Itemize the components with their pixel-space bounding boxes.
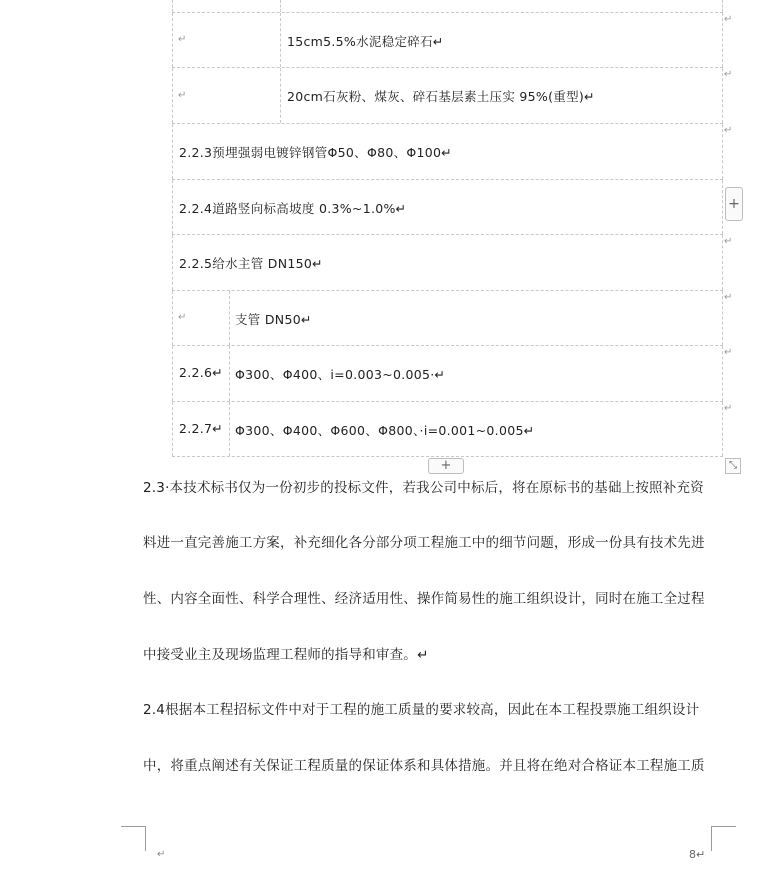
row-end-mark: ↵ xyxy=(724,14,733,25)
table-cell[interactable]: 15cm5.5%水泥稳定碎石↵ xyxy=(287,34,444,49)
table-row[interactable] xyxy=(172,346,723,402)
row-end-mark: ↵ xyxy=(724,125,733,136)
add-row-button[interactable]: + xyxy=(428,458,464,474)
table-row[interactable] xyxy=(172,402,723,457)
table-cell[interactable]: 2.2.3预埋强弱电镀锌钢管Φ50、Φ80、Φ100↵ xyxy=(179,145,453,160)
table-cell[interactable]: 2.2.6↵ xyxy=(179,365,224,380)
cell-mark: ↵ xyxy=(178,34,187,45)
row-end-mark: ↵ xyxy=(724,347,733,358)
table-cell[interactable]: 2.2.4道路竖向标高坡度 0.3%~1.0%↵ xyxy=(179,201,407,216)
table-resize-handle[interactable]: ⤡ xyxy=(725,458,741,474)
margin-corner-left xyxy=(121,826,146,851)
body-paragraph-line[interactable]: 2.3·本技术标书仅为一份初步的投标文件，若我公司中标后，将在原标书的基础上按照补充资 xyxy=(143,480,704,496)
row-end-mark: ↵ xyxy=(724,236,733,247)
body-paragraph-line[interactable]: 2.4根据本工程招标文件中对于工程的施工质量的要求较高，因此在本工程投票施工组织设计 xyxy=(143,702,700,718)
table-row[interactable] xyxy=(172,180,723,235)
table-cell[interactable]: Φ300、Φ400、i=0.003~0.005·↵ xyxy=(235,367,446,382)
row-end-mark: ↵ xyxy=(724,69,733,80)
body-paragraph-line[interactable]: 中接受业主及现场监理工程师的指导和审查。↵ xyxy=(143,647,429,663)
cell-mark: ↵ xyxy=(178,312,187,323)
table-row xyxy=(172,0,723,13)
table-cell[interactable]: 2.2.7↵ xyxy=(179,421,224,436)
table-cell[interactable]: 20cm石灰粉、煤灰、碎石基层素土压实 95%(重型)↵ xyxy=(287,89,595,104)
table-cell[interactable]: Φ300、Φ400、Φ600、Φ800、·i=0.001~0.005↵ xyxy=(235,423,535,438)
body-paragraph-line[interactable]: 性、内容全面性、科学合理性、经济适用性、操作简易性的施工组织设计，同时在施工全过程 xyxy=(143,591,705,607)
table-row[interactable] xyxy=(172,124,723,180)
table-row[interactable] xyxy=(172,68,723,124)
table-cell[interactable]: 2.2.5给水主管 DN150↵ xyxy=(179,256,323,271)
body-paragraph-line[interactable]: 料进一直完善施工方案，补充细化各分部分项工程施工中的细节问题，形成一份具有技术先进 xyxy=(143,535,705,551)
row-end-mark: ↵ xyxy=(724,403,733,414)
footer-paragraph-mark: ↵ xyxy=(157,849,166,860)
table-row[interactable] xyxy=(172,291,723,346)
margin-corner-right xyxy=(711,826,736,851)
body-paragraph-line[interactable]: 中，将重点阐述有关保证工程质量的保证体系和具体措施。并且将在绝对合格证本工程施工质 xyxy=(143,758,705,774)
cell-mark: ↵ xyxy=(178,90,187,101)
page-number: 8↵ xyxy=(689,848,706,861)
row-end-mark: ↵ xyxy=(724,292,733,303)
add-column-button[interactable]: + xyxy=(725,187,743,221)
table-row[interactable] xyxy=(172,13,723,68)
table-row[interactable] xyxy=(172,235,723,291)
table-cell[interactable]: 支管 DN50↵ xyxy=(235,312,312,327)
